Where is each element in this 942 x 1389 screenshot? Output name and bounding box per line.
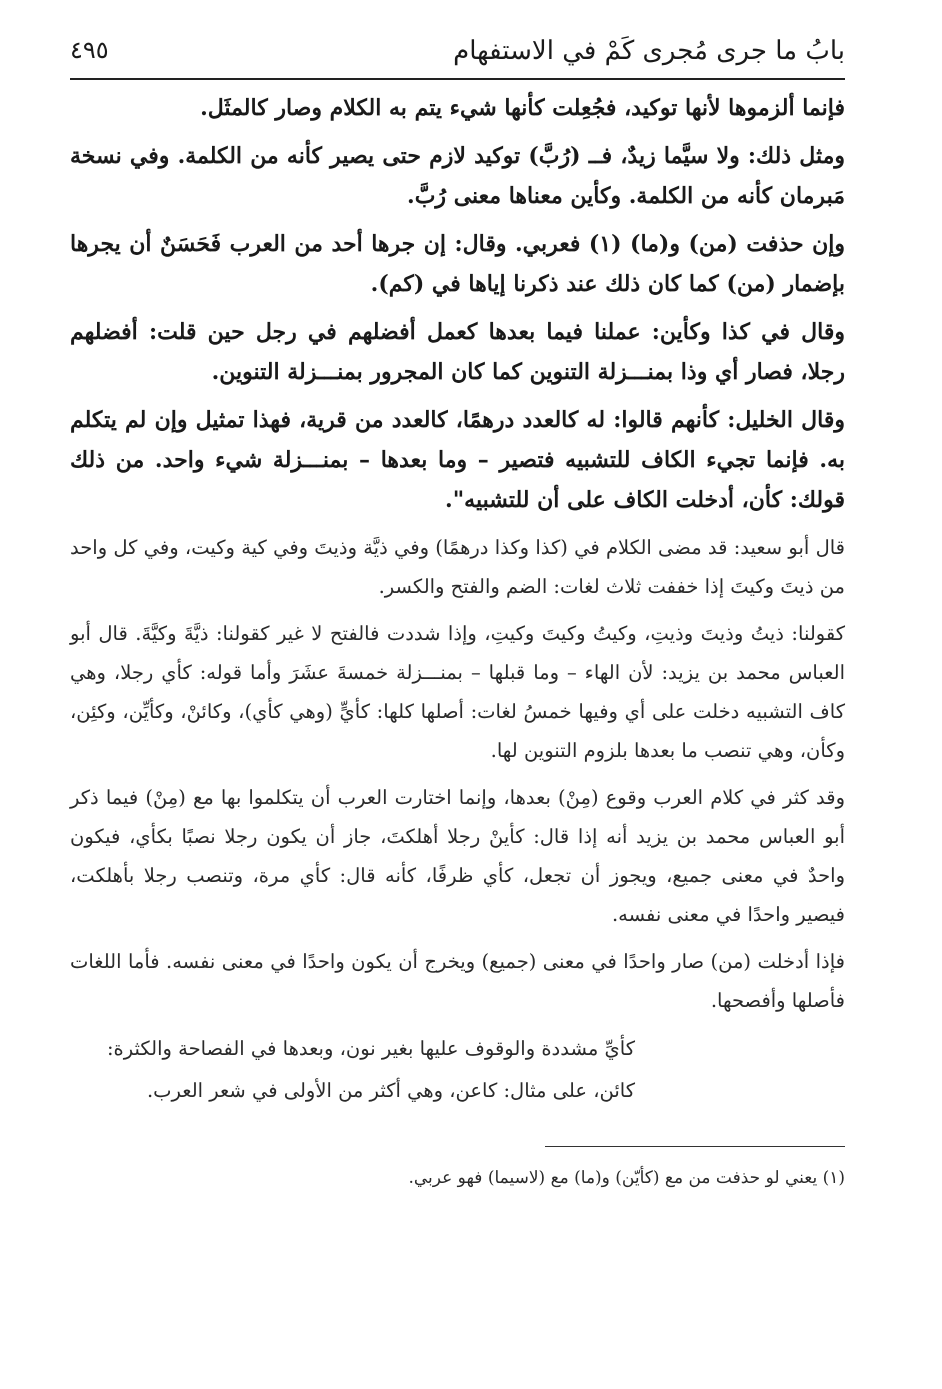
commentary-paragraph-3: وقد كثر في كلام العرب وقوع (مِنْ) بعدها، وإنما اختارت العرب أن يتكلموا بها مع (مِنْ) فيما ذكر أبو العباس محمد بن يزيد أنه إذا قال: كأينْ رجلا أهلكتَ، جاز أن يكون رجلا نصبًا بكأي، فيكون واحدٌ في معنى جميع، ويجوز أن تجعل، كأي ظرفًا، كأنه قال: كأي مرة، وتنصب رجلا بأهلكت، فيصير واحدًا في معنى نفسه. <box>70 786 845 926</box>
running-header <box>70 30 845 80</box>
footnote: (١) يعني لو حذفت من مع (كأيّن) و(ما) مع (لاسيما) فهو عربي. <box>408 1168 845 1188</box>
main-paragraph-2: ومثل ذلك: ولا سيَّما زيدٌ، فــ (رُبَّ) توكيد لازم حتى يصير كأنه من الكلمة. وفي نسخة مَبرمان كأنه من الكلمة. وكأين معناها معنى رُبَّ. <box>70 143 845 209</box>
main-paragraph-4: وقال في كذا وكأين: عملنا فيما بعدها كعمل أفضلهم في رجل حين قلت: أفضلهم رجلا، فصار أي وذا بمنـــزلة التنوين كما كان المجرور بمنـــزلة التنوين. <box>70 319 845 385</box>
page-number: ٤٩٥ <box>70 36 109 64</box>
commentary-paragraph-1: قال أبو سعيد: قد مضى الكلام في (كذا وكذا درهمًا) وفي ذيَّة وذيتَ وفي كية وكيت، وفي كل واحد من ذيتَ وكيتَ إذا خففت ثلاث لغات: الضم والفتح والكسر. <box>70 536 845 598</box>
body-text <box>70 88 845 1112</box>
main-paragraph-3: وإن حذفت (من) و(ما) (١) فعربي. وقال: إن جرها أحد من العرب فَحَسَنٌ أن يجرها بإضمار (من) كما كان ذلك عند ذكرنا إياها في (كم). <box>70 231 845 297</box>
book-page <box>70 30 845 1193</box>
footnote-separator <box>545 1146 845 1147</box>
main-paragraph-5: وقال الخليل: كأنهم قالوا: له كالعدد درهمًا، كالعدد من قرية، فهذا تمثيل وإن لم يتكلم به. فإنما تجيء الكاف للتشبيه فتصير – وما بعدها – بمنـــزلة شيء واحد. من ذلك قولك: كأن، أدخلت الكاف على أن للتشبيه". <box>70 407 845 513</box>
commentary-paragraph-4: فإذا أدخلت (من) صار واحدًا في معنى (جميع) ويخرج أن يكون واحدًا في معنى نفسه. فأما اللغات فأصلها وأفصحها. <box>70 950 845 1012</box>
chapter-title: بابُ ما جرى مُجرى كَمْ في الاستفهام <box>453 36 845 66</box>
main-paragraph-1: فإنما ألزموها لأنها توكيد، فجُعِلت كأنها شيء يتم به الكلام وصار كالمثَل. <box>200 95 845 121</box>
verse-line-2: كائن، على مثال: كاعن، وهي أكثر من الأولى في شعر العرب. <box>146 1079 635 1102</box>
commentary-paragraph-2: كقولنا: ذيتُ وذيتَ وذيتِ، وكيتُ وكيتَ وكيتِ، وإذا شددت فالفتح لا غير كقولنا: ذيَّةَ وكيَّةَ. قال أبو العباس محمد بن يزيد: لأن الهاء – وما قبلها – بمنـــزلة خمسةَ عشَرَ وأما قوله: كأي رجلا، وهي كاف التشبيه دخلت على أي وفيها خمسُ لغات: أصلها كلها: كأيٍّ (وهي كأي)، وكائنْ، وكأيِّن، وكئِن، وكأن، وهي تنصب ما بعدها بلزوم التنوين لها. <box>70 622 845 762</box>
verse-line-1: كأيِّ مشددة والوقوف عليها بغير نون، وبعدها في الفصاحة والكثرة: <box>106 1037 635 1060</box>
